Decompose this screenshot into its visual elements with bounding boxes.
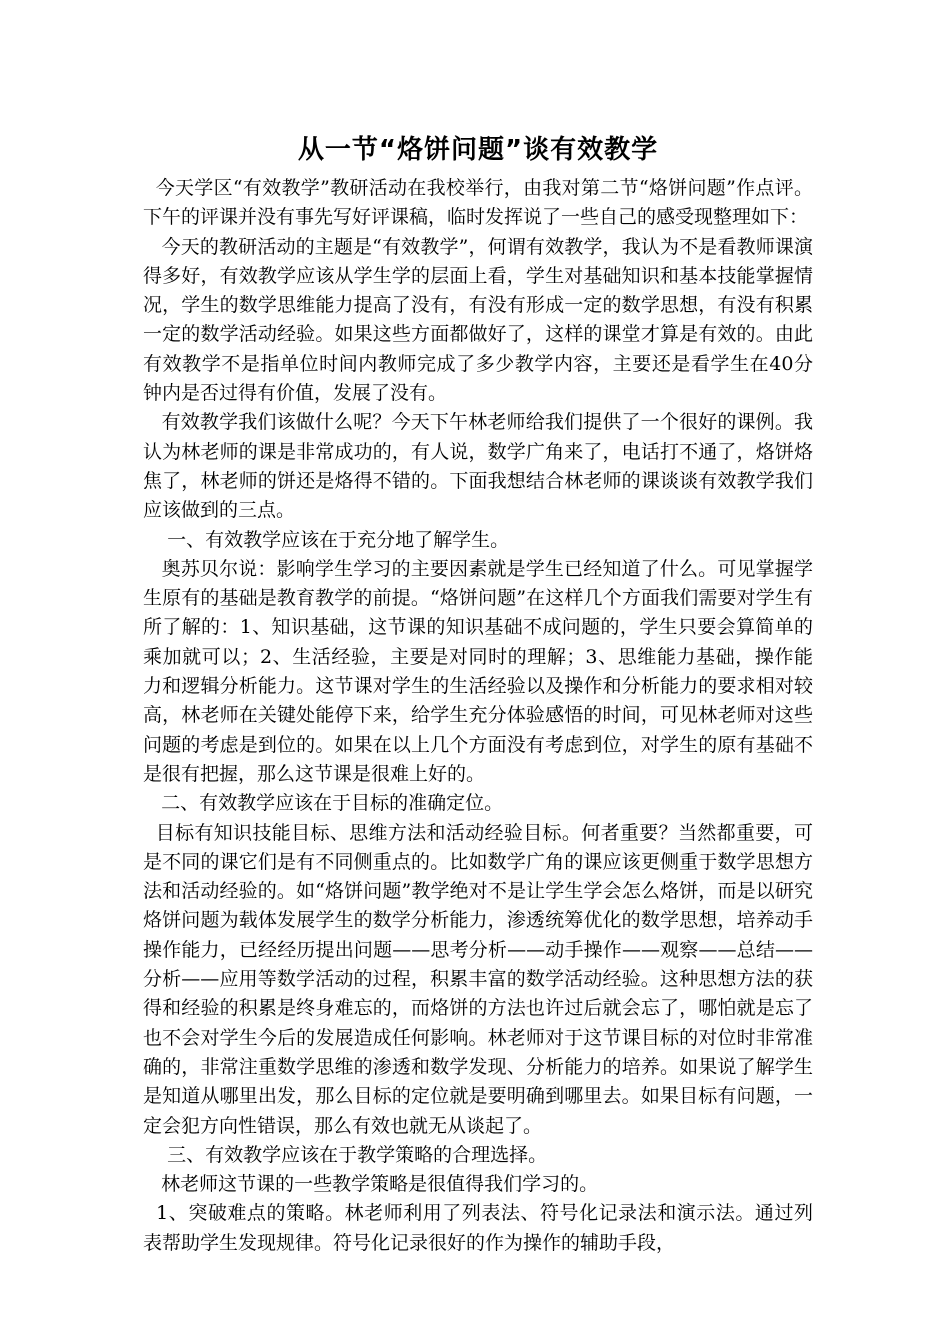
heading-point-one: 一、有效教学应该在于充分地了解学生。 [143,528,510,551]
document-page [143,130,813,1258]
heading-point-three: 三、有效教学应该在于教学策略的合理选择。 [143,1143,548,1166]
heading-point-two: 二、有效教学应该在于目标的准确定位。 [143,792,504,815]
paragraph-strategy-one: 1、突破难点的策略。林老师利用了列表法、符号化记录法和演示法。通过列表帮助学生发现规律。符号化记录很好的作为操作的辅助手段， [143,1202,813,1254]
paragraph-theme: 今天的教研活动的主题是“有效教学”，何谓有效教学，我认为不是看教师课演得多好，有效教学应该从学生学的层面上看，学生对基础知识和基本技能掌握情况，学生的数学思维能力提高了没有，有没有形成一定的数学思想，有没有积累一定的数学活动经验。如果这些方面都做好了，这样的课堂才算是有效的。由此有效教学不是指单位时间内教师完成了多少教学内容，主要还是看学生在40分钟内是否过得有价值，发展了没有。 [143,235,813,405]
document-title: 从一节“烙饼问题”谈有效教学 [297,135,659,165]
paragraph-point-one: 奥苏贝尔说：影响学生学习的主要因素就是学生已经知道了什么。可见掌握学生原有的基础是教育教学的前提。“烙饼问题”在这样几个方面我们需要对学生有所了解的：1、知识基础，这节课的知识基础不成问题的，学生只要会算简单的乘加就可以；2、生活经验，主要是对同时的理解；3、思维能力基础，操作能力和逻辑分析能力。这节课对学生的生活经验以及操作和分析能力的要求相对较高，林老师在关键处能停下来，给学生充分体验感悟的时间，可见林老师对这些问题的考虑是到位的。如果在以上几个方面没有考虑到位，对学生的原有基础不是很有把握，那么这节课是很难上好的。 [143,557,813,785]
paragraph-intro: 今天学区“有效教学”教研活动在我校举行，由我对第二节“烙饼问题”作点评。下午的评课并没有事先写好评课稿，临时发挥说了一些自己的感受现整理如下： [143,177,813,229]
paragraph-example: 有效教学我们该做什么呢？今天下午林老师给我们提供了一个很好的课例。我认为林老师的课是非常成功的，有人说，数学广角来了，电话打不通了，烙饼烙焦了，林老师的饼还是烙得不错的。下面我想结合林老师的课谈谈有效教学我们应该做到的三点。 [143,411,813,522]
paragraph-point-three-intro: 林老师这节课的一些教学策略是很值得我们学习的。 [143,1173,599,1196]
paragraph-point-two: 目标有知识技能目标、思维方法和活动经验目标。何者重要？当然都重要，可是不同的课它们是有不同侧重点的。比如数学广角的课应该更侧重于数学思想方法和活动经验的。如“烙饼问题”教学绝对不是让学生学会怎么烙饼，而是以研究烙饼问题为载体发展学生的数学分析能力，渗透统筹优化的数学思想，培养动手操作能力，已经经历提出问题——思考分析——动手操作——观察——总结——分析——应用等数学活动的过程，积累丰富的数学活动经验。这种思想方法的获得和经验的积累是终身难忘的，而烙饼的方法也许过后就会忘了，哪怕就是忘了也不会对学生今后的发展造成任何影响。林老师对于这节课目标的对位时非常准确的，非常注重数学思维的渗透和数学发现、分析能力的培养。如果说了解学生是知道从哪里出发，那么目标的定位就是要明确到哪里去。如果目标有问题，一定会犯方向性错误，那么有效也就无从谈起了。 [143,821,813,1137]
